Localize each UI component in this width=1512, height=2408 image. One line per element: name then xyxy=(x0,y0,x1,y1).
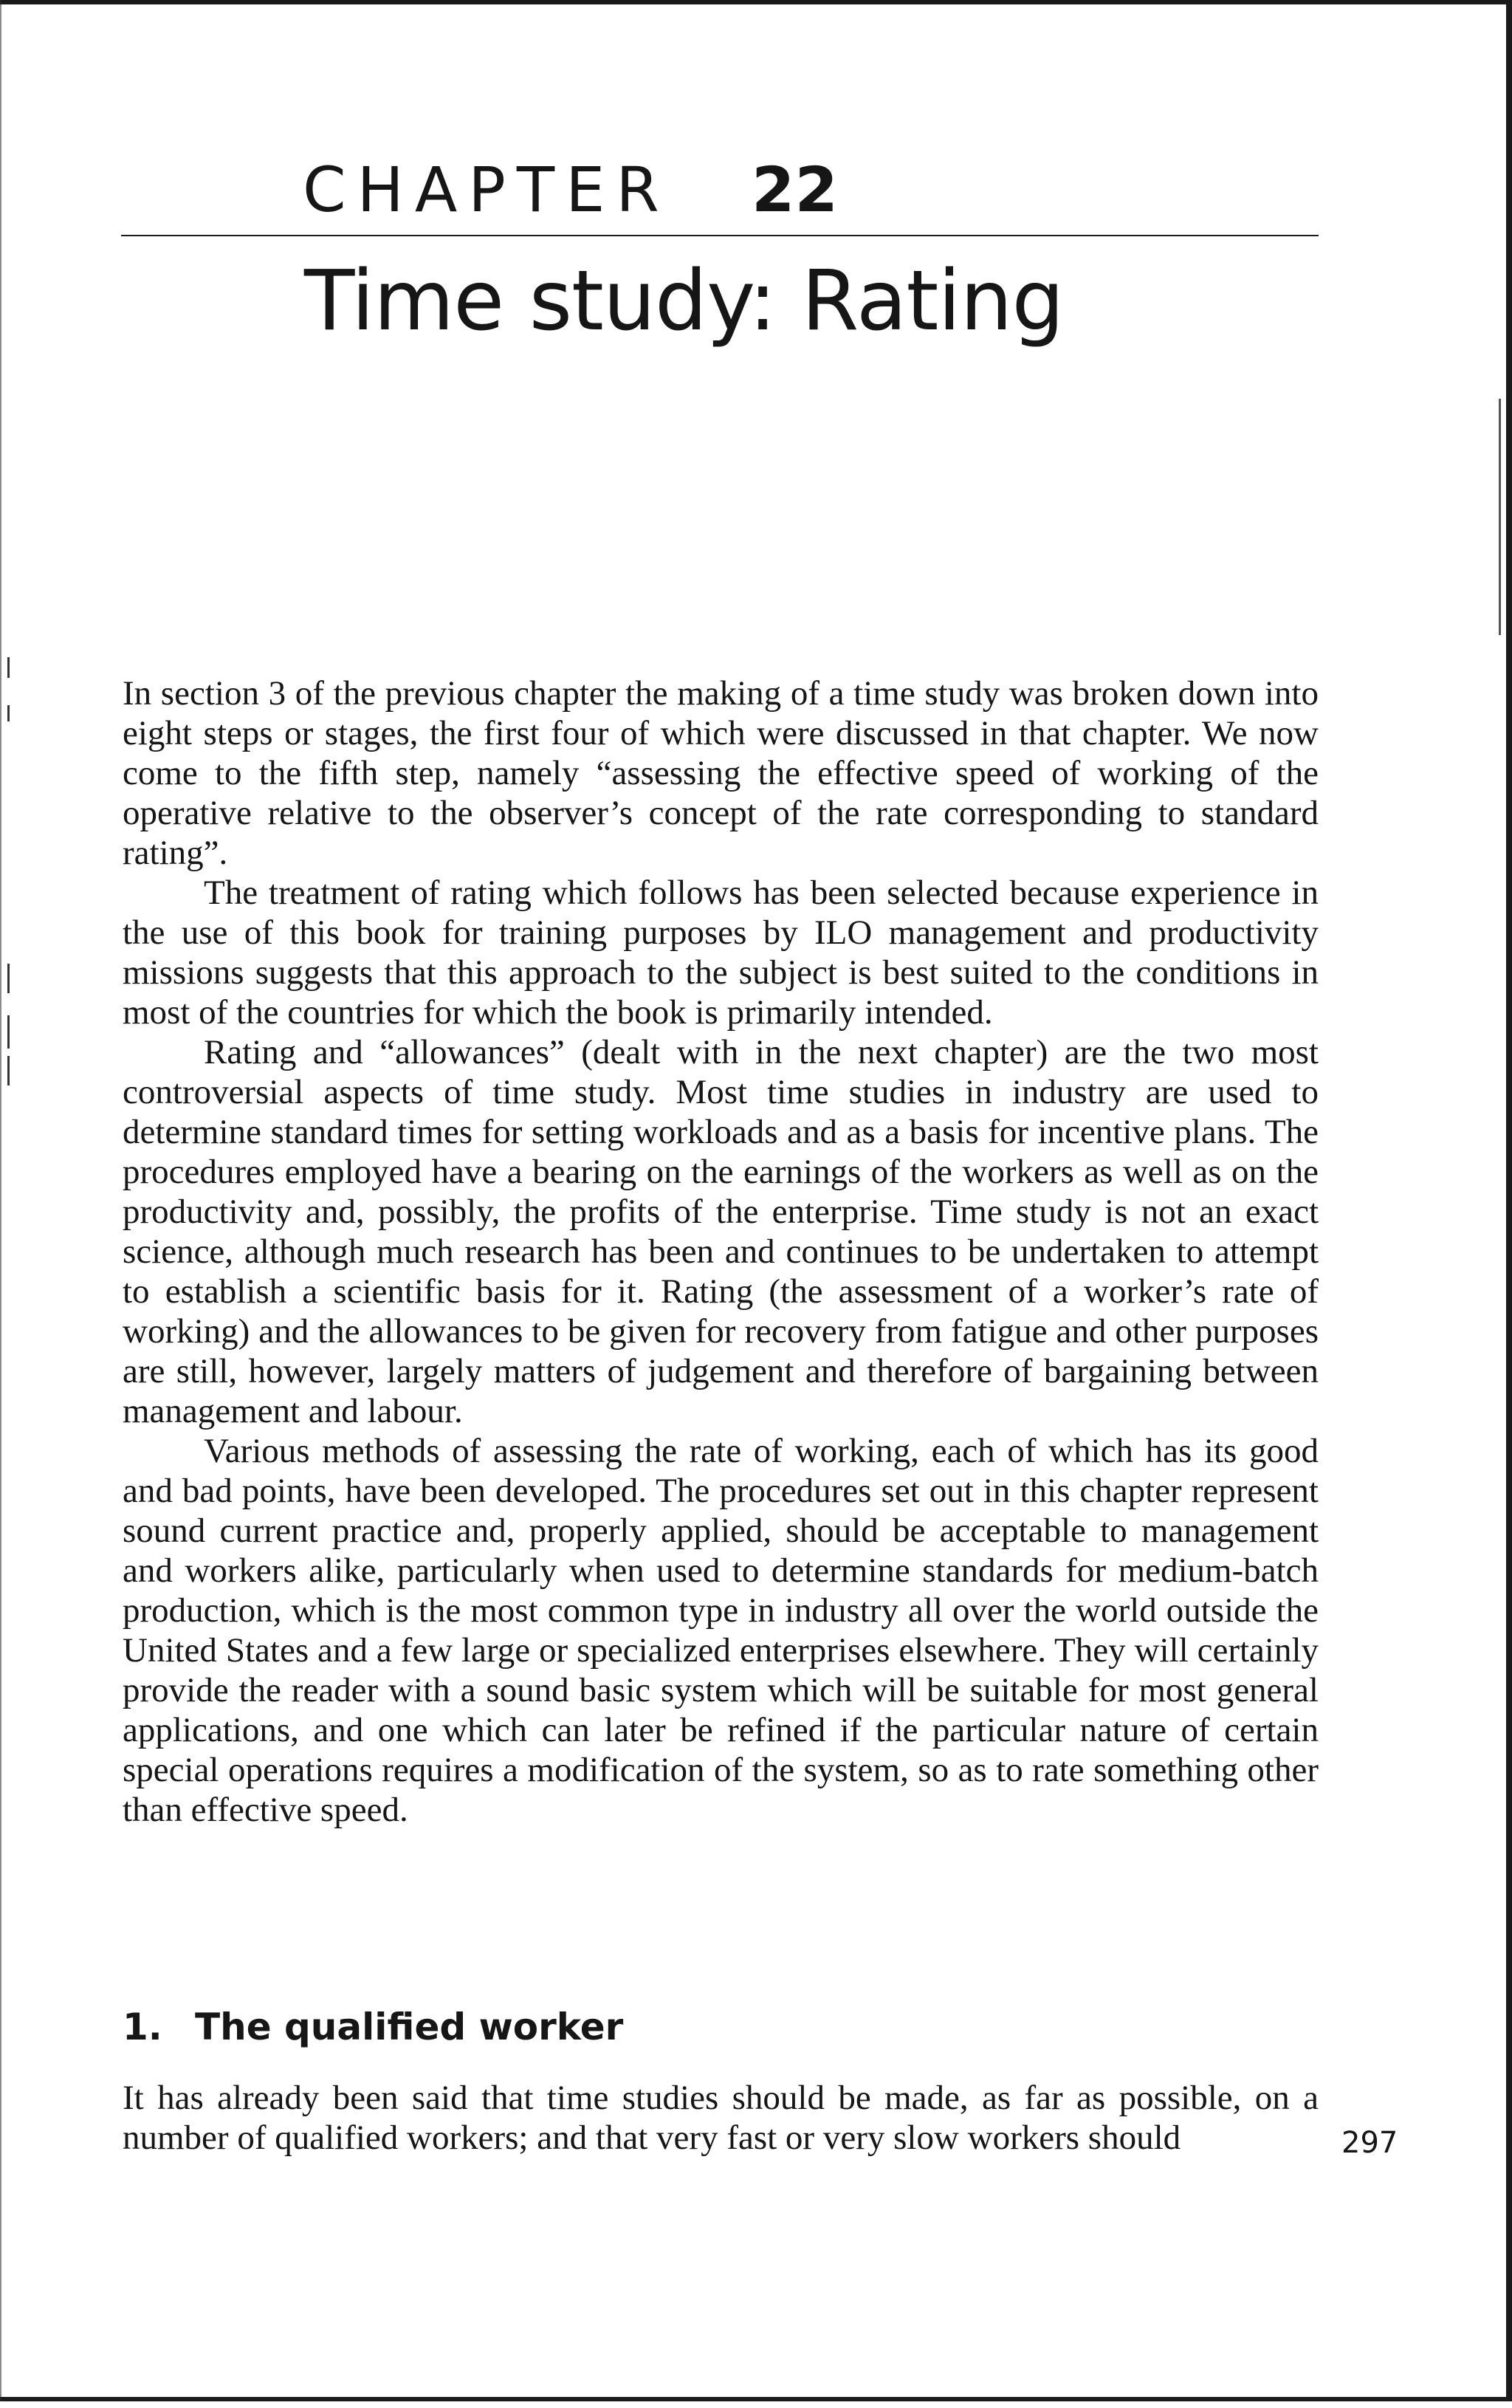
section-text xyxy=(123,2078,1319,2158)
scan-mark xyxy=(7,964,10,993)
paragraph: It has already been said that time studies should be made, as far as possible, on a number of qualified workers; and that very fast or very slow workers should xyxy=(123,2079,1319,2157)
chapter-label: CHAPTER xyxy=(303,154,670,226)
paragraph: The treatment of rating which follows has been selected because experience in the use of this book for training purposes by ILO management and productivity missions suggests that this approach to the subject is best suited to the conditions in most of the countries for which the book is primarily intended. xyxy=(123,874,1319,1032)
paragraph: In section 3 of the previous chapter the making of a time study was broken down into eight steps or stages, the first four of which were discussed in that chapter. We now come to the fifth step, namely “assessing the effective speed of working of the operative relative to the observer’s concept of the rate corresponding to standard rating”. xyxy=(123,674,1319,872)
chapter-title: Time study: Rating xyxy=(304,253,1064,349)
chapter-rule xyxy=(121,235,1319,236)
page-number: 297 xyxy=(1341,2126,1398,2160)
scan-border-right xyxy=(1506,0,1512,2401)
section-number: 1. xyxy=(123,2006,162,2048)
paragraph: Rating and “allowances” (dealt with in the next chapter) are the two most controversial aspects of time study. Most time studies in industry are used to determine standard times for setting workloads and as a basis for incentive plans. The procedures employed have a bearing on the earnings of the workers as well as on the productivity and, possibly, the profits of the enterprise. Time study is not an exact science, although much research has been and continues to be undertaken to attempt to establish a scientific basis for it. Rating (the assessment of a worker’s rate of working) and the allowances to be given for recovery from fatigue and other purposes are still, however, largely matters of judgement and therefore of bargaining between management and labour. xyxy=(123,1033,1319,1430)
section-heading xyxy=(123,2006,624,2048)
scan-mark xyxy=(7,657,10,678)
scan-mark xyxy=(1499,399,1501,635)
section-title: The qualified worker xyxy=(195,2006,624,2048)
scan-border-left xyxy=(0,0,1,2401)
scan-mark xyxy=(7,1056,10,1085)
scan-border-bottom xyxy=(0,2397,1512,2401)
scan-mark xyxy=(7,1015,10,1049)
paragraph: Various methods of assessing the rate of working, each of which has its good and bad points, have been developed. The procedures set out in this chapter represent sound current practice and, properly applied, should be acceptable to management and workers alike, particularly when used to determine standards for medium-batch production, which is the most common type in industry all over the world outside the United States and a few large or specialized enterprises elsewhere. They will certainly provide the reader with a sound basic system which will be suitable for most general applications, and one which can later be refined if the particular nature of certain special operations requires a modification of the system, so as to rate something other than effective speed. xyxy=(123,1432,1319,1829)
scan-mark xyxy=(7,705,10,721)
body-text xyxy=(123,673,1319,1830)
scan-border-top xyxy=(0,0,1512,4)
chapter-number: 22 xyxy=(752,154,838,226)
